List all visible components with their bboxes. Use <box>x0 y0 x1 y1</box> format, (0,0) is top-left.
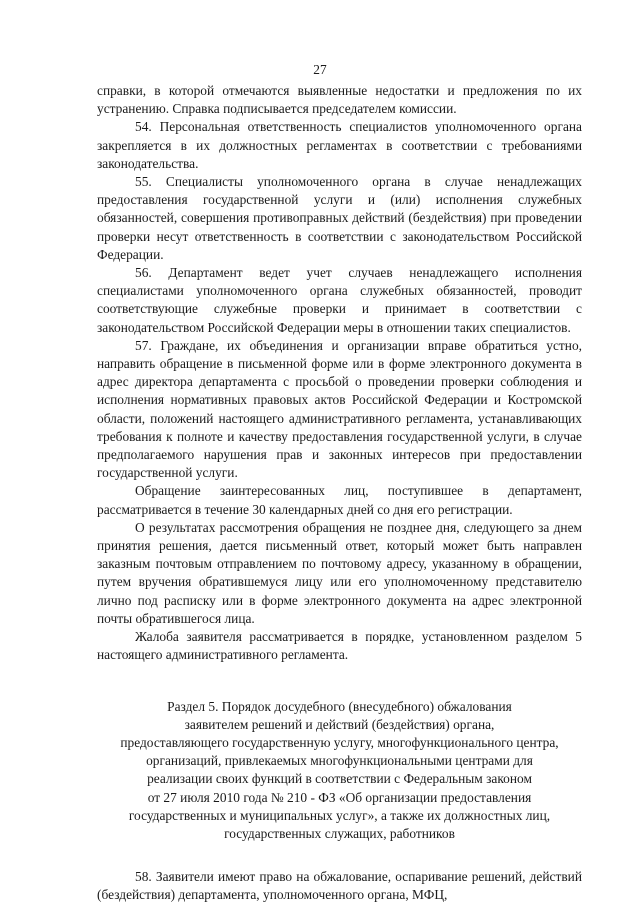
paragraph: 55. Специалисты уполномоченного органа в случае ненадлежащих предоставления государственной услуги и (или) исполнения служебных обязанностей, совершения противоправных действий (бездействия) при проведении проверки несут ответственность в соответствии с законодательством Российской Федерации. <box>97 174 582 262</box>
paragraph: О результатах рассмотрения обращения не позднее дня, следующего за днем принятия решения, дается письменный ответ, который может быть направлен заказным почтовым отправлением по почтовому адресу, указанному в обращении, путем вручения обратившемуся лицу или его уполномоченному представителю лично под расписку или в форме электронного документа на адрес электронной почты обратившегося лица. <box>97 519 582 626</box>
section-heading-line: предоставляющего государственную услугу, многофункционального центра, <box>120 734 559 750</box>
paragraph: 56. Департамент ведет учет случаев ненадлежащего исполнения специалистами уполномоченного органа служебных обязанностей, проводит соответствующие служебные проверки и принимает в соответствии с законодательством Российской Федерации меры в отношении таких специалистов. <box>97 265 582 335</box>
section-heading-line: реализации своих функций в соответствии с Федеральным законом <box>147 771 532 787</box>
paragraph: 54. Персональная ответственность специалистов уполномоченного органа закрепляется в их должностных регламентах в соответствии с требованиями законодательства. <box>97 119 582 171</box>
section-heading-line: государственных и муниципальных услуг», а также их должностных лиц, <box>128 807 551 823</box>
paragraph: 58. Заявители имеют право на обжалование, оспаривание решений, действий (бездействия) департамента, уполномоченного органа, МФЦ, <box>97 869 582 903</box>
section-heading-line: организаций, привлекаемых многофункциональными центрами для <box>146 753 533 769</box>
paragraph: Жалоба заявителя рассматривается в порядке, установленном разделом 5 настоящего административного регламента. <box>97 629 582 663</box>
paragraph: справки, в которой отмечаются выявленные недостатки и предложения по их устранению. Справка подписывается председателем комиссии. <box>97 83 582 117</box>
section-heading <box>97 698 582 844</box>
paragraph: Обращение заинтересованных лиц, поступившее в департамент, рассматривается в течение 30 календарных дней со дня его регистрации. <box>97 483 582 517</box>
section-heading-line: от 27 июля 2010 года № 210 - ФЗ «Об организации предоставления <box>147 789 532 805</box>
paragraph: 57. Граждане, их объединения и организации вправе обратиться устно, направить обращение в письменной форме или в форме электронного документа в адрес директора департамента с просьбой о проведении проверки соблюдения и исполнения нормативных правовых актов Российской Федерации и Костромской области, положений настоящего административного регламента, устанавливающих требования к полноте и качеству предоставления государственной услуги, в случае предполагаемого нарушения прав и законных интересов при предоставлении государственной услуги. <box>97 337 582 481</box>
section-heading-line: заявителем решений и действий (бездействия) органа, <box>184 716 495 732</box>
page-number: 27 <box>313 62 327 77</box>
section-heading-line: государственных служащих, работников <box>224 825 455 841</box>
document-body <box>97 82 582 905</box>
section-heading-line: Раздел 5. Порядок досудебного (внесудебного) обжалования <box>167 698 512 714</box>
